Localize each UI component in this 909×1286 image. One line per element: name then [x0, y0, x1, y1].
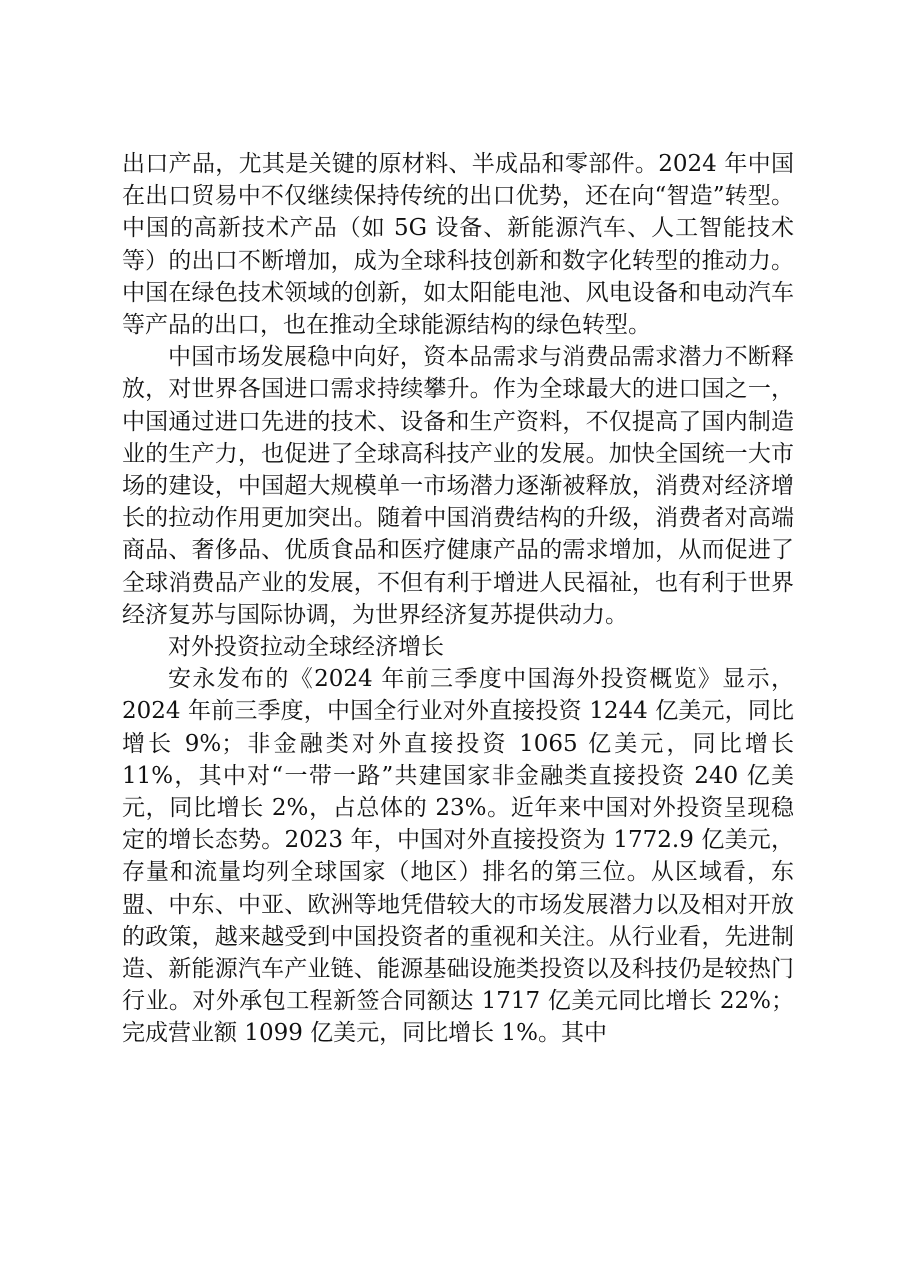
section-heading: 对外投资拉动全球经济增长 [168, 634, 444, 661]
document-body [122, 148, 794, 1050]
paragraph-outbound-investment: 安永发布的《2024 年前三季度中国海外投资概览》显示，2024 年前三季度，中国全行业对外直接投资 1244 亿美元，同比增长 9%；非金融类对外直接投资 1065 亿美元，同比增长 11%，其中对“一带一路”共建国家非金融类直接投资 240 亿美元，同比增长 2%，占总体的 23%。近年来中国对外投资呈现稳定的增长态势。2023 年，中国对外直接投资为 1772.9 亿美元，存量和流量均列全球国家（地区）排名的第三位。从区域看，东盟、中东、中亚、欧洲等地凭借较大的市场发展潜力以及相对开放的政策，越来越受到中国投资者的重视和关注。从行业看，先进制造、新能源汽车产业链、能源基础设施类投资以及科技仍是较热门行业。对外承包工程新签合同额达 1717 亿美元同比增长 22%；完成营业额 1099 亿美元，同比增长 1%。其中 [122, 666, 794, 1047]
paragraph-export-continuation: 出口产品，尤其是关键的原材料、半成品和零部件。2024 年中国在出口贸易中不仅继续保持传统的出口优势，还在向“智造”转型。中国的高新技术产品（如 5G 设备、新能源汽车、人工智能技术等）的出口不断增加，成为全球科技创新和数字化转型的推动力。中国在绿色技术领域的创新，如太阳能电池、风电设备和电动汽车等产品的出口，也在推动全球能源结构的绿色转型。 [122, 151, 794, 339]
paragraph-import-demand: 中国市场发展稳中向好，资本品需求与消费品需求潜力不断释放，对世界各国进口需求持续攀升。作为全球最大的进口国之一，中国通过进口先进的技术、设备和生产资料，不仅提高了国内制造业的生产力，也促进了全球高科技产业的发展。加快全国统一大市场的建设，中国超大规模单一市场潜力逐渐被释放，消费对经济增长的拉动作用更加突出。随着中国消费结构的升级，消费者对高端商品、奢侈品、优质食品和医疗健康产品的需求增加，从而促进了全球消费品产业的发展，不但有利于增进人民福祉，也有利于世界经济复苏与国际协调，为世界经济复苏提供动力。 [122, 344, 794, 628]
